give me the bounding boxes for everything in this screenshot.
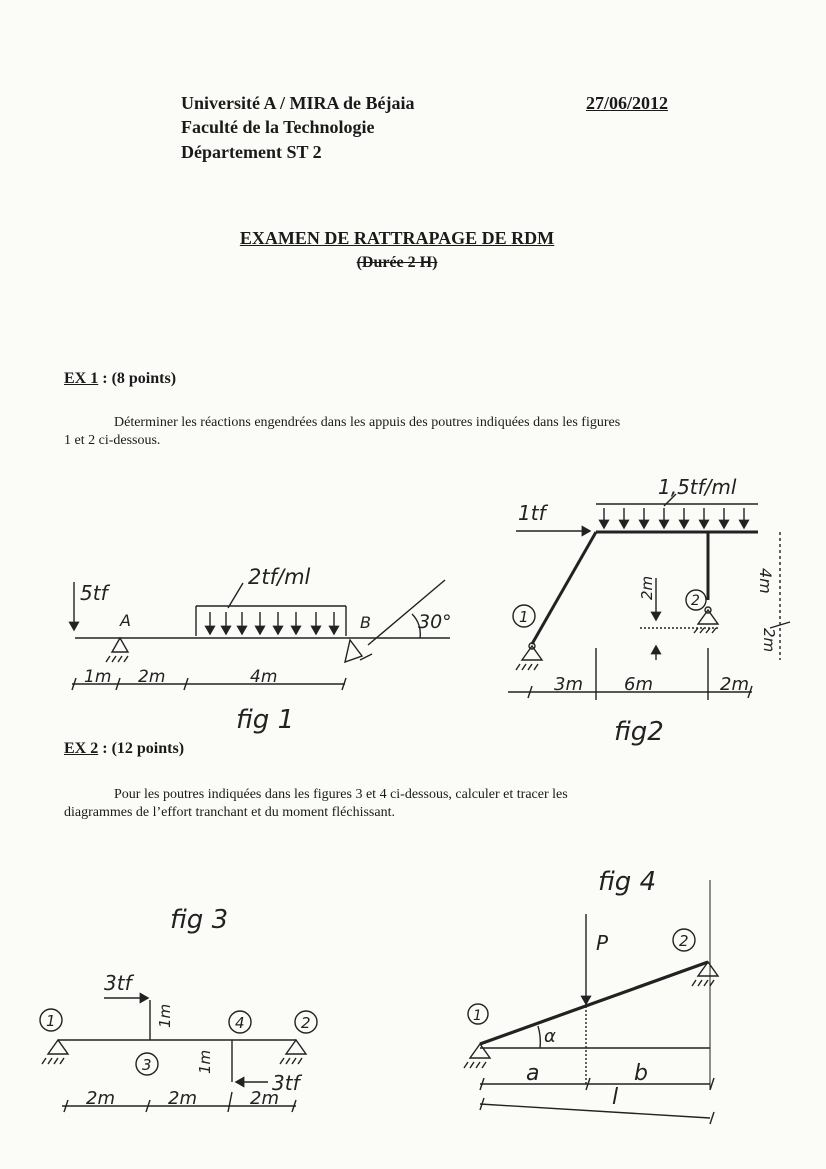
fig2-dim1: 3m xyxy=(554,674,583,695)
ex2-text-line2: diagrammes de l’effort tranchant et du moment fléchissant. xyxy=(64,805,395,820)
fig2-inclined-leg xyxy=(532,532,596,644)
fig4-dim-l: l xyxy=(612,1085,619,1110)
fig1-dim1: 1m xyxy=(84,667,112,687)
fig2-caption: fig2 xyxy=(614,717,664,747)
fig1-dim2: 2m xyxy=(138,667,166,687)
fig4-node1: 1 xyxy=(473,1008,482,1024)
fig1-dim3: 4m xyxy=(250,667,278,687)
university-name: Université A / MIRA de Béjaia xyxy=(181,93,415,113)
fig4 xyxy=(464,880,718,1124)
fig2-support-2 xyxy=(698,610,718,624)
fig3-dim1: 2m xyxy=(86,1088,115,1109)
ex1-points: : (8 points) xyxy=(98,370,177,387)
fig3-support-1 xyxy=(48,1040,68,1054)
fig2-force-label: 1tf xyxy=(518,501,546,525)
fig2-node1: 1 xyxy=(519,608,529,626)
fig1-support-a xyxy=(112,638,128,652)
fig4-dim-a: a xyxy=(526,1061,540,1086)
fig4-force-label: P xyxy=(596,931,609,955)
ex1-text-line1: Déterminer les réactions engendrées dans les appuis des poutres indiquées dans les figures xyxy=(114,415,621,430)
fig2-support-1 xyxy=(522,646,542,660)
ex1-text-line2: 1 et 2 ci-dessous. xyxy=(64,433,161,448)
fig3-force-top-label: 3tf xyxy=(104,971,132,995)
fig1-support-a-label: A xyxy=(120,611,131,630)
fig1-support-b xyxy=(345,640,362,662)
fig3-force-bottom-label: 3tf xyxy=(272,1071,300,1095)
fig4-caption: fig 4 xyxy=(598,867,657,897)
fig2-h-4m: 4m xyxy=(756,568,775,594)
fig3-node1: 1 xyxy=(46,1012,56,1030)
fig1-caption: fig 1 xyxy=(236,705,295,735)
fig3-dim3: 2m xyxy=(250,1088,279,1109)
fig3-support-2 xyxy=(286,1040,306,1054)
fig1-load-label: 2tf/ml xyxy=(248,565,311,589)
fig4-support-1 xyxy=(470,1044,490,1058)
ex2-points: : (12 points) xyxy=(98,740,185,757)
fig4-node2: 2 xyxy=(679,932,689,950)
department-name: Département ST 2 xyxy=(181,142,322,162)
faculty-name: Faculté de la Technologie xyxy=(181,117,375,137)
fig4-inclined-beam xyxy=(480,962,708,1044)
exam-duration: (Durée 2 H) xyxy=(356,254,438,271)
fig1-load-arrows xyxy=(210,612,334,634)
fig2-dim3: 2m xyxy=(720,674,749,695)
fig4-dim-b: b xyxy=(634,1061,648,1086)
ex1-label: EX 1 xyxy=(64,370,99,387)
fig2-h-right: 2m xyxy=(760,628,778,653)
exam-date: 27/06/2012 xyxy=(586,93,669,113)
fig1-support-b-label: B xyxy=(360,613,371,632)
ex2-label: EX 2 xyxy=(64,740,99,757)
fig4-angle: α xyxy=(544,1026,556,1047)
fig3-node3: 3 xyxy=(142,1056,152,1074)
ex2-text-line1: Pour les poutres indiquées dans les figures 3 et 4 ci-dessous, calculer et tracer les xyxy=(114,787,568,802)
fig1-force-label: 5tf xyxy=(80,581,108,605)
fig1-angle-label: 30° xyxy=(418,611,452,633)
fig3-arm-top: 1m xyxy=(156,1003,174,1028)
fig2-dim2: 6m xyxy=(624,674,653,695)
fig2-load-arrows xyxy=(604,508,744,528)
fig2-load-label: 1,5tf/ml xyxy=(658,475,737,499)
fig3-caption: fig 3 xyxy=(170,905,229,935)
fig3-arm-bottom: 1m xyxy=(196,1049,214,1074)
fig2-node2: 2 xyxy=(691,593,700,609)
fig3-node2: 2 xyxy=(301,1014,311,1032)
fig3-node4: 4 xyxy=(235,1014,245,1032)
exam-title: EXAMEN DE RATTRAPAGE DE RDM xyxy=(239,228,555,248)
fig2-h-left: 2m xyxy=(638,575,656,600)
fig3-dim2: 2m xyxy=(168,1088,197,1109)
